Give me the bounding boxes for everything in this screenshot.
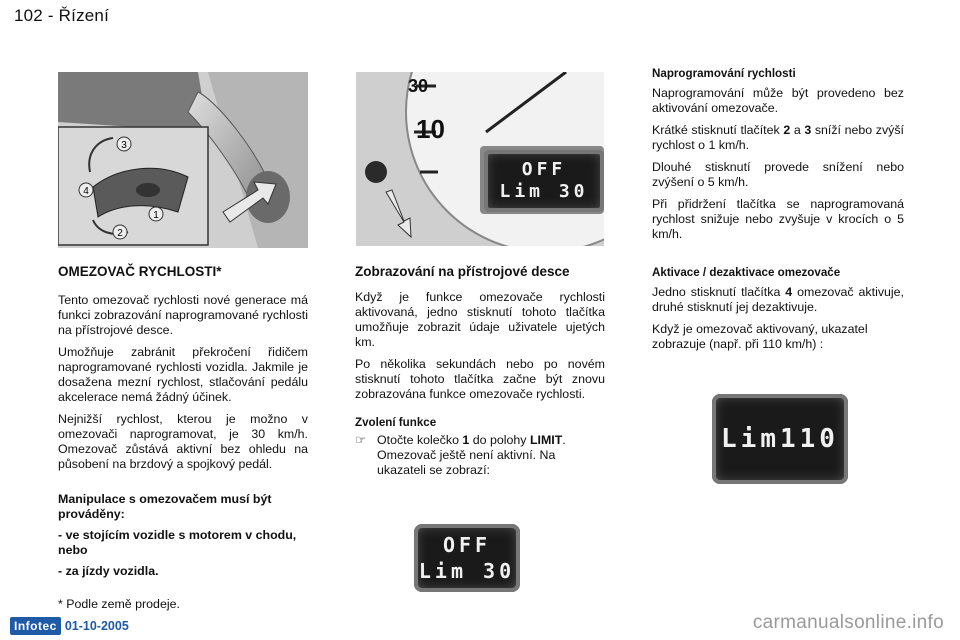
- activation-paragraph-1: [652, 285, 904, 315]
- programming-paragraph-1: Naprogramování může být provedeno bez aktivování omezovače.: [652, 86, 904, 115]
- section-title-programming: Naprogramování rychlosti: [652, 67, 796, 80]
- display-paragraph-1: Když je funkce omezovače rychlosti aktivovaná, jedno stisknutí tohoto tlačítka umožňuje zobrazit údaje uživatele ujetých km.: [355, 290, 605, 349]
- lcd-off-text: OFF: [521, 159, 567, 180]
- instruction-limit-word: LIMIT: [529, 433, 563, 447]
- section-title-activation: Aktivace / dezaktivace omezovače: [652, 266, 841, 279]
- activation-p1-pre: Jedno stisknutí tlačítka: [652, 285, 786, 299]
- programming-p2-pre: Krátké stisknutí tlačítek: [652, 123, 784, 137]
- mid-lcd-off-text: OFF: [442, 533, 492, 557]
- label-3: 3: [121, 140, 127, 151]
- programming-p2-post: sníží nebo zvýší rychlost o 1 km/h.: [652, 123, 904, 152]
- right-lcd-display: [712, 394, 848, 484]
- button-3-ref: 3: [804, 123, 812, 137]
- lcd-limit-text: Lim 30: [499, 181, 589, 202]
- instruction-pre: Otočte kolečko: [377, 433, 463, 447]
- limiter-paragraph-3: Nejnižší rychlost, kterou je možno v omezovači naprogramovat, je 30 km/h. Omezovač zůstává aktivní bez ohledu na působení na brzdový a spojkový pedál.: [58, 412, 308, 471]
- stalk-illustration: [58, 72, 308, 248]
- page-title: 102 - Řízení: [14, 6, 110, 25]
- button-2-ref: 2: [783, 123, 791, 137]
- label-4: 4: [83, 186, 89, 197]
- right-lcd-limit-text: Lim110: [721, 424, 839, 454]
- programming-paragraph-3: Dlouhé stisknutí provede snížení nebo zvýšení o 5 km/h.: [652, 160, 904, 189]
- hand-pointer-icon: ☞: [355, 433, 367, 447]
- programming-paragraph-2: [652, 123, 904, 153]
- infotec-logo: Infotec: [10, 617, 61, 635]
- column-speed-limiter: [58, 264, 308, 585]
- programming-p2-mid: a: [790, 123, 805, 137]
- column-display: [355, 264, 605, 485]
- column-programming: [652, 67, 904, 249]
- display-paragraph-2: Po několika sekundách nebo po novém stisknutí tohoto tlačítka začne být znovu zobrazována funkce omezovače rychlosti.: [355, 357, 605, 401]
- manipulation-or: nebo: [58, 543, 88, 557]
- gauge-label-30: 30: [408, 76, 429, 96]
- cruise-stalk-photo: [58, 72, 308, 248]
- footnote: * Podle země prodeje.: [58, 597, 180, 611]
- label-2: 2: [117, 228, 123, 239]
- button-4-ref: 4: [785, 285, 793, 299]
- photo-lcd-display: [484, 150, 604, 212]
- limiter-paragraph-2: Umožňuje zabránit překročení řidičem naprogramované rychlosti vozidla. Jakmile je dosažena mezní rychlost, stlačování pedálu akcelerace nemá žádný účinek.: [58, 345, 308, 404]
- activation-p1-post: omezovač aktivuje, druhé stisknutí jej dezaktivuje.: [652, 285, 904, 314]
- manipulation-heading: Manipulace s omezovačem musí být prováděny:: [58, 492, 272, 521]
- column-activation: [652, 266, 904, 359]
- programming-paragraph-4: Při přidržení tlačítka se naprogramovaná rychlost snižuje nebo zvyšuje v krocích o 5 km/h.: [652, 197, 904, 241]
- instruction-mid: do polohy: [469, 433, 530, 447]
- footer-date: 01-10-2005: [64, 619, 129, 633]
- instruction-wheel-number: 1: [462, 433, 470, 447]
- function-select-instruction: [355, 433, 605, 478]
- section-title-display: Zobrazování na přístrojové desce: [355, 264, 570, 279]
- manipulation-item-2: - za jízdy vozidla.: [58, 564, 159, 578]
- mid-lcd-display: [414, 524, 520, 592]
- gauge-label-10: 10: [416, 114, 445, 144]
- manipulation-item-1: - ve stojícím vozidle s motorem v chodu,: [58, 528, 297, 542]
- watermark: carmanualsonline.info: [752, 612, 944, 633]
- limiter-paragraph-1: Tento omezovač rychlosti nové generace má funkci zobrazování naprogramované rychlosti na přístrojové desce.: [58, 293, 308, 337]
- label-1: 1: [153, 210, 159, 221]
- section-title-limiter: OMEZOVAČ RYCHLOSTI*: [58, 264, 222, 279]
- activation-paragraph-2: Když je omezovač aktivovaný, ukazatel zobrazuje (např. při 110 km/h) :: [652, 322, 868, 351]
- mid-lcd-limit-text: Lim 30: [418, 559, 516, 583]
- footer-brand: [10, 617, 129, 635]
- instruction-post: . Omezovač ještě není aktivní. Na ukazateli se zobrazí:: [377, 433, 566, 477]
- function-select-heading: Zvolení funkce: [355, 416, 437, 429]
